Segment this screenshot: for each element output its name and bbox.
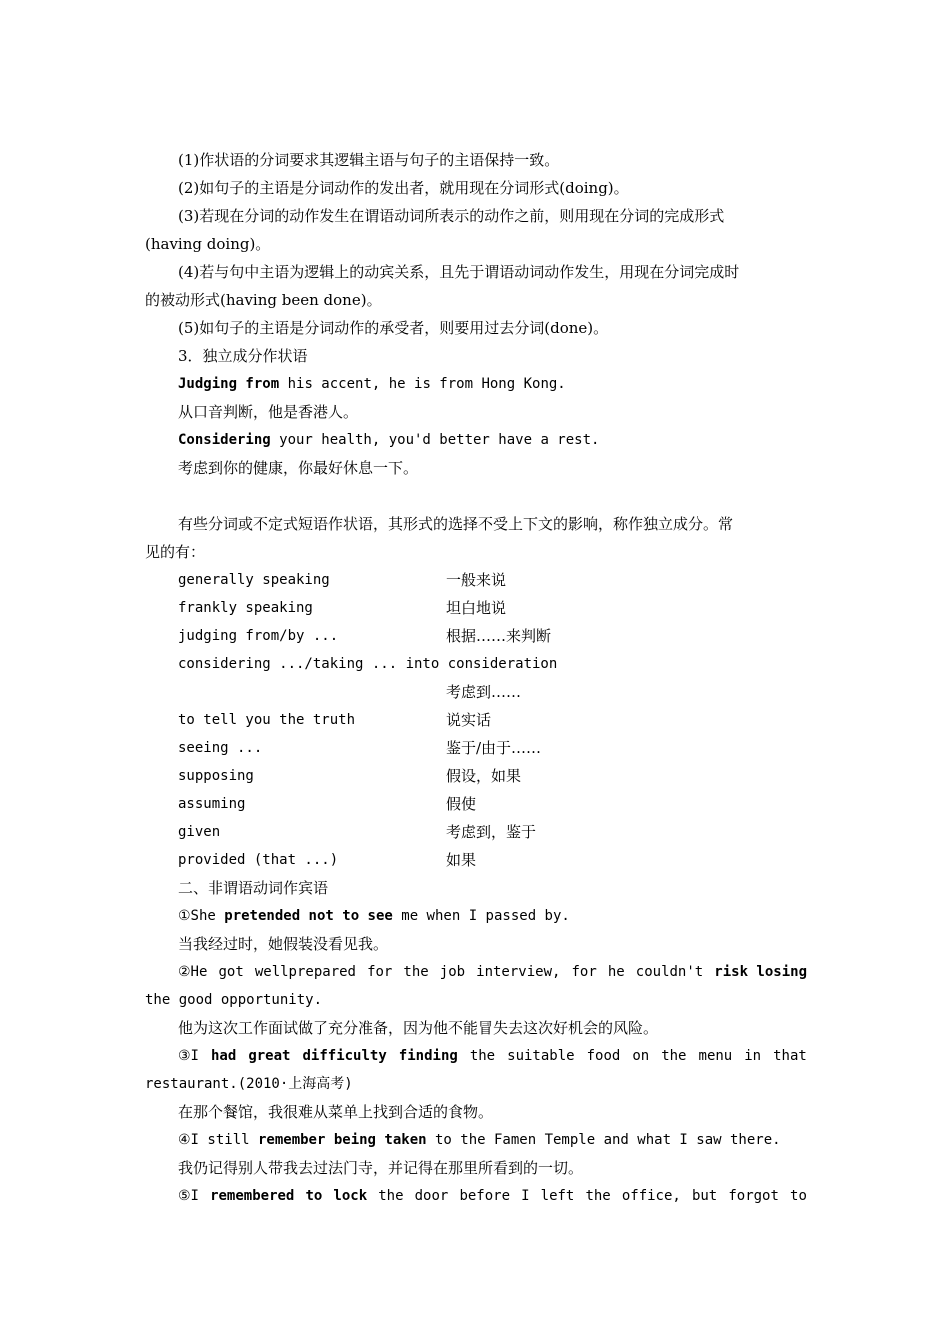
word: ⑤I bbox=[178, 1188, 199, 1204]
example-translation: 考虑到你的健康，你最好休息一下。 bbox=[178, 459, 419, 477]
word: the bbox=[661, 1048, 687, 1064]
word: before bbox=[459, 1188, 511, 1204]
phrase-row bbox=[0, 762, 950, 790]
example-sentence-justified bbox=[145, 1042, 807, 1070]
sentence-continuation: the good opportunity. bbox=[145, 992, 323, 1008]
phrase-cn: 如果 bbox=[446, 851, 477, 869]
example-sentence-justified bbox=[145, 958, 807, 986]
phrase-cn: 说实话 bbox=[446, 711, 492, 729]
word: job bbox=[439, 964, 466, 980]
phrase-cn: 假使 bbox=[446, 795, 477, 813]
word: the bbox=[469, 1048, 496, 1064]
word: the bbox=[585, 1188, 611, 1204]
word: I bbox=[521, 1188, 530, 1204]
highlighted-word: to bbox=[305, 1188, 323, 1204]
section-heading: 3．独立成分作状语 bbox=[178, 347, 308, 365]
word: interview, bbox=[476, 964, 561, 980]
intro-paragraph: 有些分词或不定式短语作状语，其形式的选择不受上下文的影响，称作独立成分。常 bbox=[178, 515, 734, 533]
word: the bbox=[403, 964, 429, 980]
word: on bbox=[632, 1048, 650, 1064]
rule-3: (3)若现在分词的动作发生在谓语动词所表示的动作之前，则用现在分词的完成形式 bbox=[178, 207, 725, 225]
rule-4: (4)若与句中主语为逻辑上的动宾关系，且先于谓语动词动作发生，用现在分词完成时 bbox=[178, 263, 740, 281]
sentence-text: ①She bbox=[178, 908, 225, 924]
sentence-text: his accent, he is from Hong Kong. bbox=[279, 376, 566, 392]
word: in bbox=[744, 1048, 762, 1064]
word: menu bbox=[698, 1048, 733, 1064]
word: for bbox=[367, 964, 393, 980]
example-translation: 当我经过时，她假装没看见我。 bbox=[178, 935, 389, 953]
word: door bbox=[414, 1188, 449, 1204]
phrase-en: given bbox=[178, 824, 221, 840]
phrase-row bbox=[0, 594, 950, 622]
word: couldn't bbox=[635, 964, 704, 980]
section-heading: 二、非谓语动词作宾语 bbox=[178, 879, 329, 897]
phrase-cn: 假设，如果 bbox=[446, 767, 522, 785]
word: left bbox=[540, 1188, 575, 1204]
word: he bbox=[607, 964, 625, 980]
phrase-row bbox=[0, 678, 950, 706]
phrase-en: frankly speaking bbox=[178, 600, 313, 616]
highlighted-phrase: pretended not to see bbox=[224, 908, 393, 924]
phrase-en: assuming bbox=[178, 796, 246, 812]
intro-paragraph-cont: 见的有： bbox=[145, 543, 206, 561]
highlighted-word: difficulty bbox=[302, 1048, 387, 1064]
highlighted-phrase: Considering bbox=[178, 432, 271, 448]
phrase-en: to tell you the truth bbox=[178, 712, 356, 728]
highlighted-word: finding bbox=[398, 1048, 458, 1064]
highlighted-phrase: Judging from bbox=[178, 376, 280, 392]
word: that bbox=[773, 1048, 807, 1064]
rule-3-cont: (having doing)。 bbox=[145, 235, 271, 253]
word: office, bbox=[621, 1188, 681, 1204]
word: but bbox=[691, 1188, 718, 1204]
rule-2: (2)如句子的主语是分词动作的发出者，就用现在分词形式(doing)。 bbox=[178, 179, 629, 197]
highlighted-word: had bbox=[211, 1048, 237, 1064]
rule-5: (5)如句子的主语是分词动作的承受者，则要用过去分词(done)。 bbox=[178, 319, 609, 337]
phrase-en: generally speaking bbox=[178, 572, 330, 588]
highlighted-word: great bbox=[248, 1048, 291, 1064]
phrase-en: seeing ... bbox=[178, 740, 263, 756]
sentence-continuation: restaurant.(2010·上海高考) bbox=[145, 1076, 353, 1092]
example-translation: 从口音判断，他是香港人。 bbox=[178, 403, 359, 421]
sentence-text: me when I passed by. bbox=[392, 908, 570, 924]
phrase-row bbox=[0, 818, 950, 846]
example-translation: 他为这次工作面试做了充分准备，因为他不能冒失去这次好机会的风险。 bbox=[178, 1019, 659, 1037]
word: food bbox=[586, 1048, 621, 1064]
word: for bbox=[571, 964, 597, 980]
phrase-cn: 鉴于/由于…… bbox=[446, 739, 542, 757]
phrase-cn: 根据……来判断 bbox=[446, 627, 552, 645]
example-sentence bbox=[178, 426, 599, 454]
sentence-text: ④I still bbox=[178, 1132, 258, 1148]
word: suitable bbox=[507, 1048, 575, 1064]
word: forgot bbox=[728, 1188, 779, 1204]
phrase-cn: 考虑到，鉴于 bbox=[446, 823, 537, 841]
phrase-row bbox=[0, 734, 950, 762]
phrase-cn: 考虑到…… bbox=[446, 683, 522, 701]
word: wellprepared bbox=[254, 964, 356, 980]
word: ②He bbox=[178, 964, 208, 980]
word: the bbox=[378, 1188, 404, 1204]
phrase-en: considering .../taking ... into consideration bbox=[178, 656, 558, 672]
word: ③I bbox=[178, 1048, 199, 1064]
phrase-en: supposing bbox=[178, 768, 254, 784]
sentence-text: your health, you'd better have a rest. bbox=[270, 432, 600, 448]
example-sentence-justified bbox=[145, 1182, 807, 1210]
phrase-row bbox=[0, 846, 950, 874]
phrase-row bbox=[0, 650, 950, 678]
rule-4-cont: 的被动形式(having been done)。 bbox=[145, 291, 382, 309]
phrase-row bbox=[0, 566, 950, 594]
phrase-row bbox=[0, 706, 950, 734]
sentence-text: to the Famen Temple and what I saw there. bbox=[426, 1132, 781, 1148]
phrase-row bbox=[0, 622, 950, 650]
word: to bbox=[790, 1188, 807, 1204]
phrase-en: judging from/by ... bbox=[178, 628, 339, 644]
highlighted-phrase: remember being taken bbox=[257, 1132, 427, 1148]
phrase-cn: 坦白地说 bbox=[446, 599, 507, 617]
example-sentence bbox=[178, 370, 566, 398]
word: got bbox=[218, 964, 244, 980]
rule-1: (1)作状语的分词要求其逻辑主语与句子的主语保持一致。 bbox=[178, 151, 560, 169]
highlighted-word: remembered bbox=[210, 1188, 295, 1204]
phrase-row bbox=[0, 790, 950, 818]
example-sentence bbox=[178, 902, 570, 930]
highlighted-word: lock bbox=[333, 1188, 368, 1204]
highlighted-phrase: risk losing bbox=[714, 964, 807, 980]
example-sentence bbox=[178, 1126, 781, 1154]
example-translation: 在那个餐馆，我很难从菜单上找到合适的食物。 bbox=[178, 1103, 494, 1121]
phrase-cn: 一般来说 bbox=[446, 571, 507, 589]
example-translation: 我仍记得别人带我去过法门寺，并记得在那里所看到的一切。 bbox=[178, 1159, 584, 1177]
phrase-en: provided (that ...) bbox=[178, 852, 339, 868]
